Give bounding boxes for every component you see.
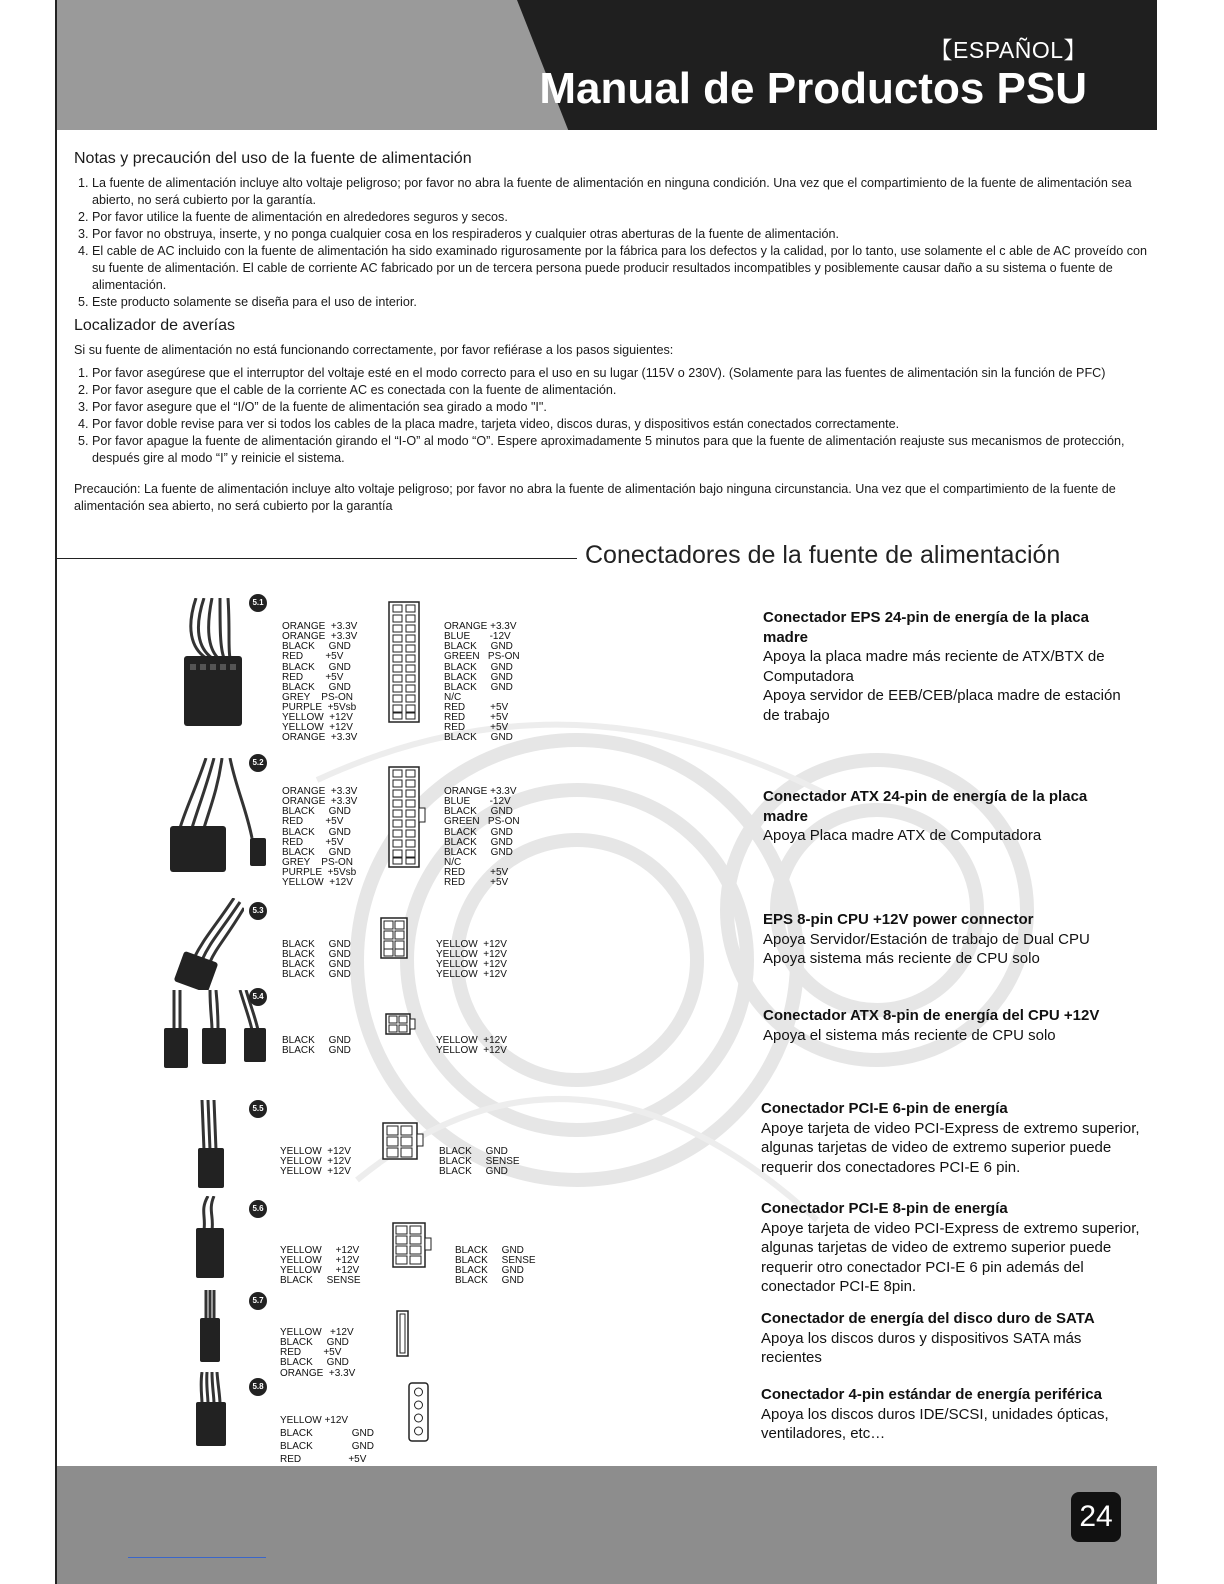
list-item: 4. Por favor doble revise para ver si todos los cables de la placa madre, tarjeta video, discos duras, y dispositivos están conectados correctamente. <box>92 416 1149 433</box>
connector-title: Conectador ATX 24-pin de energía de la placa madre <box>763 788 1088 825</box>
badge-5-1: 5.1 <box>249 594 267 612</box>
pin-labels-right: ORANGE +3.3V BLUE -12V BLACK GND GREEN PS-ON BLACK GND BLACK GND BLACK GND N/C RED +5V RED +5V RED +5V BLACK GND <box>444 621 520 744</box>
atx24-cable-image <box>166 758 270 874</box>
eps8-cable-image <box>174 898 244 990</box>
badge-5-2: 5.2 <box>249 754 267 772</box>
eps8-pinout-diagram <box>380 917 412 961</box>
molex-pinout-diagram <box>408 1382 430 1444</box>
connector-description: Conectador EPS 24-pin de energía de la placa madre Apoya la placa madre más reciente de ATX/BTX de Computadora Apoya servidor de EEB/CEB/placa madre de estación de trabajo <box>763 609 1121 724</box>
instructions-section <box>74 150 1149 515</box>
connector-description: Conectador 4-pin estándar de energía periférica Apoya los discos duros IDE/SCSI, unidades ópticas, ventiladores, etc… <box>761 1386 1109 1442</box>
footer-banner <box>57 1466 1157 1584</box>
atx24-pinout-diagram <box>388 766 428 868</box>
pin-labels-left: BLACK GND BLACK GND BLACK GND BLACK GND <box>282 939 351 981</box>
list-item: 1. Por favor asegúrese que el interruptor del voltaje esté en el modo correcto para el uso en su lugar (115V o 230V). (Solamente para las fuentes de alimentación sin la función de PFC) <box>92 365 1149 382</box>
pcie8-cable-image <box>192 1196 232 1282</box>
list-item: 4. El cable de AC incluido con la fuente de alimentación ha sido examinado rigurosamente por la fábrica para los defectos y la calidad, por lo tanto, use solamente el c able de AC proveído con su fuente de alimentación. El cable de corriente AC fabricado por un de tercera persona puede producir resultados incompatibles y posiblemente causar daño a su sistema o fuente de alimentación. <box>92 243 1149 294</box>
pin-labels-left: YELLOW +12V YELLOW +12V YELLOW +12V <box>280 1146 351 1178</box>
pin-labels-right: YELLOW +12V YELLOW +12V YELLOW +12V YELLOW +12V <box>436 939 507 981</box>
badge-5-3: 5.3 <box>249 902 267 920</box>
connector-description: EPS 8-pin CPU +12V power connector Apoya Servidor/Estación de trabajo de Dual CPU Apoya sistema más reciente de CPU solo <box>763 911 1090 967</box>
pin-labels-right: YELLOW +12V YELLOW +12V <box>436 1035 507 1057</box>
list-item: 3. Por favor asegure que el “I/O” de la fuente de alimentación sea girado a modo "I". <box>92 399 1149 416</box>
pcie8-pinout-diagram <box>392 1222 436 1268</box>
sata-cable-image <box>196 1290 226 1366</box>
list-item: 2. Por favor utilice la fuente de alimentación en alrededores seguros y secos. <box>92 209 1149 226</box>
eps24-cable-image <box>176 598 246 728</box>
list-item: 1. La fuente de alimentación incluye alto voltaje peligroso; por favor no abra la fuente de alimentación en ninguna condición. Una vez que el compartimiento de la fuente de alimentación sea abierto, no será cubierto por la garantía. <box>92 175 1149 209</box>
badge-5-5: 5.5 <box>249 1100 267 1118</box>
connector-description: Conectador PCI-E 6-pin de energía Apoye tarjeta de video PCI-Express de extremo superior, algunas tarjetas de video de extremo superior puede requerir dos conectadores PCI-E 6 pin. <box>761 1100 1140 1176</box>
connector-title: Conectador PCI-E 6-pin de energía <box>761 1100 1008 1117</box>
connector-title: Conectador EPS 24-pin de energía de la placa madre <box>763 609 1089 646</box>
badge-5-6: 5.6 <box>249 1200 267 1218</box>
molex-cable-image <box>192 1372 232 1448</box>
notes-list <box>74 175 1149 311</box>
list-item: 5. Por favor apague la fuente de alimentación girando el “I-O” al modo “O”. Espere aproximadamente 5 minutos para que la fuente de alimentación reajuste sus mecanismos de protección, después gire al modo “I” y reinicie el sistema. <box>92 433 1149 467</box>
page-number: 24 <box>1071 1492 1121 1542</box>
eps24-pinout-diagram <box>388 601 420 723</box>
pin-labels-left: YELLOW +12V BLACK GND BLACK GND RED +5V <box>280 1415 374 1465</box>
badge-5-4: 5.4 <box>249 988 267 1006</box>
connector-description: Conectador ATX 8-pin de energía del CPU +12V Apoya el sistema más reciente de CPU solo <box>763 1007 1100 1044</box>
badge-5-7: 5.7 <box>249 1292 267 1310</box>
pin-labels-right: ORANGE +3.3V BLUE -12V BLACK GND GREEN PS-ON BLACK GND BLACK GND BLACK GND N/C RED +5V RED +5V <box>444 786 520 889</box>
badge-5-8: 5.8 <box>249 1378 267 1396</box>
list-item: 3. Por favor no obstruya, inserte, y no ponga cualquier cosa en los respiraderos y cualquier otras aberturas de la fuente de alimentación. <box>92 226 1149 243</box>
footer-link-underline <box>128 1557 266 1558</box>
connector-title: EPS 8-pin CPU +12V power connector <box>763 911 1034 928</box>
pin-labels-right: BLACK GND BLACK SENSE BLACK GND <box>439 1146 520 1178</box>
caution-note: Precaución: La fuente de alimentación incluye alto voltaje peligroso; por favor no abra la fuente de alimentación bajo ninguna circunstancia. Una vez que el compartimiento de la fuente de alimentación sea abierto, no será cubierto por la garantía <box>74 482 1116 513</box>
sata-pinout-diagram <box>396 1310 410 1358</box>
pin-labels-left: ORANGE +3.3V ORANGE +3.3V BLACK GND RED +5V BLACK GND RED +5V BLACK GND GREY PS-ON PURPLE +5Vsb YELLOW +12V YELLOW +12V ORANGE +3.3V <box>282 621 358 744</box>
troubleshoot-list <box>74 365 1149 467</box>
pcie6-cable-image <box>192 1100 232 1190</box>
pin-labels-left: YELLOW +12V BLACK GND RED +5V BLACK GND ORANGE +3.3V <box>280 1327 356 1379</box>
connector-title: Conectador 4-pin estándar de energía periférica <box>761 1386 1102 1403</box>
language-label: 【ESPAÑOL】 <box>929 37 1087 63</box>
notes-heading: Notas y precaución del uso de la fuente de alimentación <box>74 150 472 167</box>
header-banner <box>57 0 1157 130</box>
pin-labels-left: BLACK GND BLACK GND <box>282 1035 351 1057</box>
connectors-heading: Conectadores de la fuente de alimentación <box>585 541 1061 569</box>
connector-title: Conectador ATX 8-pin de energía del CPU +12V <box>763 1007 1100 1024</box>
connector-description: Conectador de energía del disco duro de SATA Apoya los discos duros y dispositivos SATA más recientes <box>761 1310 1095 1366</box>
connector-title: Conectador PCI-E 8-pin de energía <box>761 1200 1008 1217</box>
divider-line <box>57 558 577 559</box>
pin-labels-right: BLACK GND BLACK SENSE BLACK GND BLACK GND <box>455 1245 536 1287</box>
list-item: 5. Este producto solamente se diseña para el uso de interior. <box>92 294 1149 311</box>
troubleshoot-heading: Localizador de averías <box>74 317 235 334</box>
pin-labels-left: YELLOW +12V YELLOW +12V YELLOW +12V BLACK SENSE <box>280 1245 361 1287</box>
atx8-pinout-diagram <box>385 1013 417 1037</box>
page-title: Manual de Productos PSU <box>539 64 1087 113</box>
connector-description: Conectador PCI-E 8-pin de energía Apoye tarjeta de video PCI-Express de extremo superior, algunas tarjetas de video de extremo superior puede requerir otro conectador PCI-E 6 pin además del conectador PCI-E 8pin. <box>761 1200 1140 1295</box>
list-item: 2. Por favor asegure que el cable de la corriente AC es conectada con la fuente de alimentación. <box>92 382 1149 399</box>
troubleshoot-intro: Si su fuente de alimentación no está funcionando correctamente, por favor refiérase a los pasos siguientes: <box>74 343 674 357</box>
pin-labels-left: ORANGE +3.3V ORANGE +3.3V BLACK GND RED +5V BLACK GND RED +5V BLACK GND GREY PS-ON PURPLE +5Vsb YELLOW +12V <box>282 786 358 889</box>
connector-title: Conectador de energía del disco duro de SATA <box>761 1310 1095 1327</box>
pcie6-pinout-diagram <box>382 1122 426 1162</box>
connector-description: Conectador ATX 24-pin de energía de la placa madre Apoya Placa madre ATX de Computadora <box>763 788 1088 844</box>
